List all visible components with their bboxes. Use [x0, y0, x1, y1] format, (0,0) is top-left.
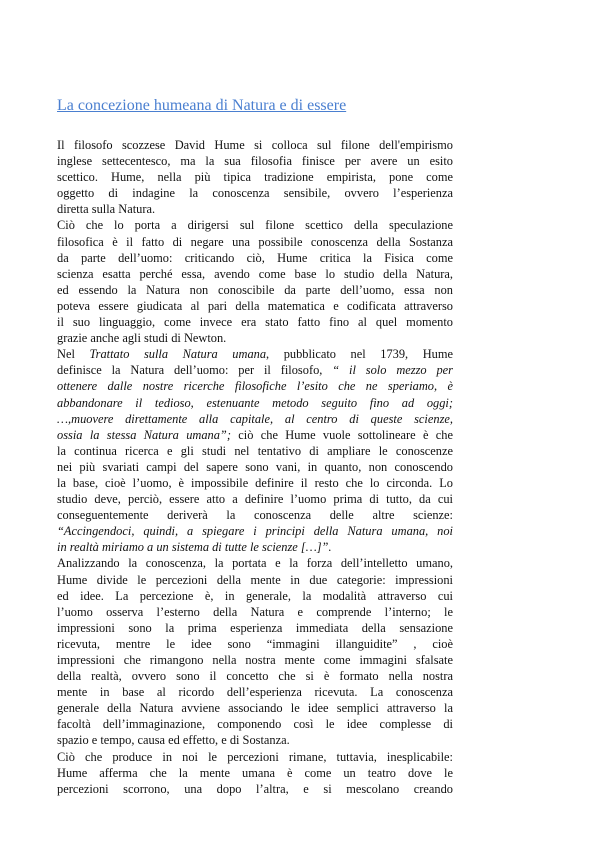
italic-text-segment: ottenere dalle nostre ricerche filosofiche l’esito che ne speriamo, è	[57, 379, 453, 394]
text-line	[57, 411, 453, 427]
text-line	[57, 378, 453, 394]
text-line	[57, 572, 453, 588]
text-line	[57, 732, 453, 748]
document-body	[57, 137, 453, 797]
text-segment: grazie anche agli studi di Newton.	[57, 331, 227, 346]
text-segment: generale della Natura avviene associando le idee semplici attraverso la	[57, 701, 453, 716]
text-line	[57, 636, 453, 652]
text-segment: nei più svariati campi del sapere sono vani, in quanto, non conoscendo	[57, 459, 453, 474]
text-segment: da parte dell’uomo: criticando ciò, Hume critica la Fisica come	[57, 250, 453, 265]
document-title: La concezione humeana di Natura e di essere	[57, 97, 347, 114]
text-segment: il suo linguaggio, come invece era stato fatto fino al quel momento	[57, 315, 453, 330]
text-line	[57, 234, 453, 250]
text-segment: spazio e tempo, causa ed effetto, e di Sostanza.	[57, 733, 290, 748]
text-line	[57, 620, 453, 636]
text-line	[57, 169, 453, 185]
text-segment: Hume afferma che la mente umana è come un teatro dove le	[57, 765, 453, 780]
italic-text-segment: abbandonare il tedioso, estenuante metodo seguito fino ad oggi;	[57, 395, 453, 410]
text-segment: Ciò che produce in noi le percezioni rimane, tuttavia, inesplicabile:	[57, 749, 453, 764]
text-segment: studio deve, perciò, essere atto a definire l’uomo prima di tutto, da cui	[57, 492, 453, 507]
italic-text-segment: ossia la stessa Natura umana”;	[57, 427, 231, 442]
text-line	[57, 700, 453, 716]
text-line	[57, 652, 453, 668]
text-segment: della realtà, ovvero sono il concetto che si è formato nella nostra	[57, 669, 453, 684]
text-line	[57, 539, 453, 555]
italic-text-segment: in realtà miriamo a un sistema di tutte le scienze […]”.	[57, 540, 332, 555]
text-segment: Analizzando la conoscenza, la portata e la forza dell’intelletto umano,	[57, 556, 453, 571]
text-segment: facoltà dell’immaginazione, componendo così le idee complesse di	[57, 717, 453, 732]
italic-text-segment: Trattato sulla Natura umana	[89, 347, 267, 362]
text-segment: ed idee. La percezione è, in generale, la modalità attraverso cui	[57, 588, 453, 603]
text-segment: conseguentemente deriverà la conoscenza delle altre scienze:	[57, 508, 453, 523]
text-segment: poteva essere giudicata al pari della matematica e codificata attraverso	[57, 298, 453, 313]
italic-text-segment: “ il solo mezzo per	[332, 363, 453, 378]
text-segment: Nel	[57, 347, 90, 362]
text-segment: la base, cioè l’uomo, è impossibile definire il resto che lo circonda. Lo	[57, 475, 453, 490]
text-line	[57, 781, 453, 797]
text-segment: oggetto di indagine la conoscenza sensibile, ovvero l’esperienza	[57, 186, 453, 201]
text-segment: scienza esatta perché essa, avendo come base lo studio della Natura,	[57, 266, 453, 281]
italic-text-segment: “Accingendoci, quindi, a spiegare i principi della Natura umana, noi	[57, 524, 453, 539]
text-line	[57, 523, 453, 539]
text-segment: diretta sulla Natura.	[57, 202, 156, 217]
text-line	[57, 749, 453, 765]
text-line	[57, 684, 453, 700]
text-line	[57, 555, 453, 571]
text-line	[57, 427, 453, 443]
text-segment: ciò che Hume vuole sottolineare è che	[230, 427, 453, 442]
text-segment: la continua ricerca e gli studi nel tentativo di ampliare le conoscenze	[57, 443, 453, 458]
text-segment: scettico. Hume, nella più tipica tradizione empirista, pone come	[57, 170, 453, 185]
text-line	[57, 266, 453, 282]
text-segment: percezioni scorrono, una dopo l’altra, e si mescolano creando	[57, 781, 453, 796]
text-line	[57, 588, 453, 604]
text-line	[57, 475, 453, 491]
text-line	[57, 604, 453, 620]
text-segment: Il filosofo scozzese David Hume si colloca sul filone dell'empirismo	[57, 138, 453, 152]
text-line	[57, 201, 453, 217]
italic-text-segment: …,muovere direttamente alla capitale, al centro di queste scienze,	[57, 411, 453, 426]
text-segment: definisce la Natura dell’uomo: per il filosofo,	[57, 363, 333, 378]
text-line	[57, 137, 453, 153]
text-line	[57, 507, 453, 523]
text-line	[57, 185, 453, 201]
text-segment: mente in base al ricordo dell’esperienza ricevuta. La conoscenza	[57, 685, 453, 700]
text-line	[57, 765, 453, 781]
text-line	[57, 282, 453, 298]
text-segment: ricevuta, mentre le idee sono “immagini illanguidite” , cioè	[57, 636, 453, 651]
text-segment: ed essendo la Natura non conoscibile da parte dell’uomo, essa non	[57, 282, 453, 297]
text-line	[57, 362, 453, 378]
text-segment: inglese settecentesco, ma la sua filosofia finisce per avere un esito	[57, 154, 453, 169]
text-segment: Ciò che lo porta a dirigersi sul filone scettico della speculazione	[57, 218, 453, 233]
text-line	[57, 668, 453, 684]
text-line	[57, 395, 453, 411]
text-segment: Hume divide le percezioni della mente in due categorie: impressioni	[57, 572, 453, 587]
text-line	[57, 153, 453, 169]
text-segment: impressioni sono la prima esperienza immediata della sensazione	[57, 620, 453, 635]
text-segment: , pubblicato nel 1739, Hume	[266, 347, 453, 362]
text-line	[57, 716, 453, 732]
text-line	[57, 314, 453, 330]
text-segment: impressioni che rimangono nella nostra mente come immagini sfalsate	[57, 653, 453, 667]
text-line	[57, 250, 453, 266]
text-line	[57, 459, 453, 475]
text-line	[57, 330, 453, 346]
text-segment: l’uomo osserva l’esterno della Natura e comprende l’interno; le	[57, 604, 453, 619]
text-line	[57, 298, 453, 314]
text-line	[57, 346, 453, 362]
text-line	[57, 443, 453, 459]
text-line	[57, 217, 453, 233]
text-segment: filosofica è il fatto di negare una possibile conoscenza della Sostanza	[57, 234, 453, 249]
text-line	[57, 491, 453, 507]
